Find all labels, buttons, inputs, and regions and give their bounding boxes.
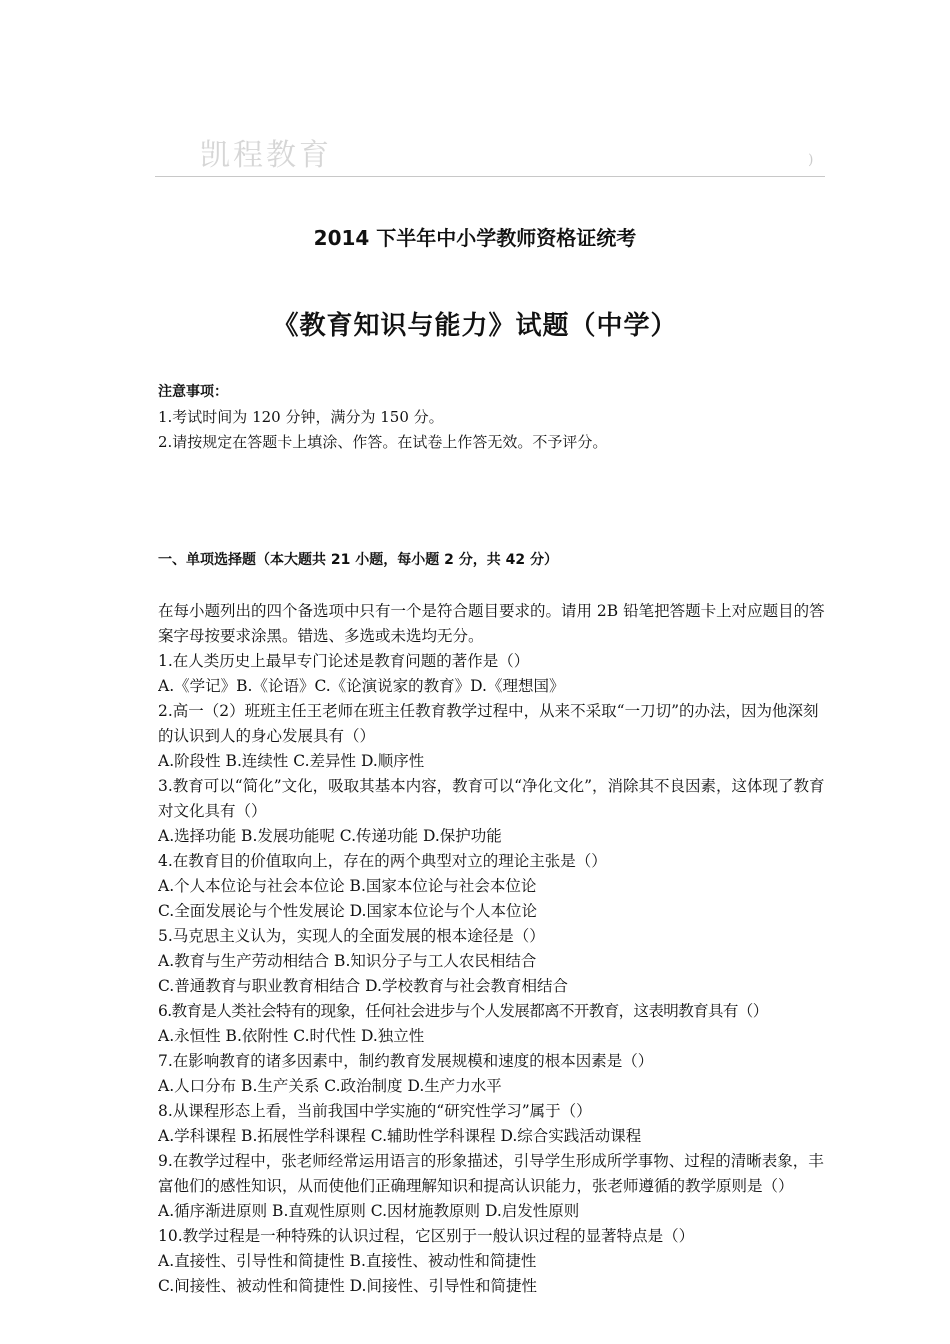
question-options: A.循序渐进原则 B.直观性原则 C.因材施教原则 D.启发性原则 [158, 1202, 580, 1220]
question-options: C.间接性、被动性和简捷性 D.间接性、引导性和简捷性 [158, 1277, 537, 1295]
notice-item: 2.请按规定在答题卡上填涂、作答。在试卷上作答无效。不予评分。 [158, 433, 608, 451]
question-options: C.普通教育与职业教育相结合 D.学校教育与社会教育相结合 [158, 977, 568, 995]
question-stem: 8.从课程形态上看，当前我国中学实施的“研究性学习”属于（） [158, 1102, 592, 1120]
header-mark: ) [808, 152, 814, 168]
paper-title: 《教育知识与能力》试题（中学） [272, 311, 678, 341]
question-options: A.选择功能 B.发展功能呢 C.传递功能 D.保护功能 [158, 827, 502, 845]
question-options: A.人口分布 B.生产关系 C.政治制度 D.生产力水平 [158, 1077, 502, 1095]
question-stem: 2.高一（2）班班主任王老师在班主任教育教学过程中，从来不采取“一刀切”的办法，因为他深刻的认识到人的身心发展具有（） [158, 702, 819, 745]
question-stem: 5.马克思主义认为，实现人的全面发展的根本途径是（） [158, 927, 545, 945]
question-options: A.直接性、引导性和简捷性 B.直接性、被动性和简捷性 [158, 1252, 537, 1270]
section-title: 一、单项选择题（本大题共 21 小题，每小题 2 分，共 42 分） [158, 552, 558, 568]
header-logo: 凯程教育 [200, 138, 332, 173]
question-options: A.教育与生产劳动相结合 B.知识分子与工人农民相结合 [158, 952, 537, 970]
exam-title: 2014 下半年中小学教师资格证统考 [313, 226, 637, 250]
question-options: C.全面发展论与个性发展论 D.国家本位论与个人本位论 [158, 902, 537, 920]
question-options: A.个人本位论与社会本位论 B.国家本位论与社会本位论 [158, 877, 537, 895]
question-options: A.阶段性 B.连续性 C.差异性 D.顺序性 [158, 752, 425, 770]
question-stem: 7.在影响教育的诸多因素中，制约教育发展规模和速度的根本因素是（） [158, 1052, 654, 1070]
question-options: A.《学记》B.《论语》C.《论演说家的教育》D.《理想国》 [158, 677, 565, 695]
question-stem: 6.教育是人类社会特有的现象，任何社会进步与个人发展都离不开教育，这表明教育具有（） [158, 1002, 768, 1020]
question-stem: 10.教学过程是一种特殊的认识过程，它区别于一般认识过程的显著特点是（） [158, 1227, 695, 1245]
question-body [158, 599, 828, 1315]
notice-block [158, 380, 828, 455]
question-stem: 1.在人类历史上最早专门论述是教育问题的著作是（） [158, 652, 530, 670]
header-divider [155, 176, 825, 177]
question-options: A.学科课程 B.拓展性学科课程 C.辅助性学科课程 D.综合实践活动课程 [158, 1127, 642, 1145]
question-options: A.永恒性 B.依附性 C.时代性 D.独立性 [158, 1027, 425, 1045]
notice-item: 1.考试时间为 120 分钟，满分为 150 分。 [158, 408, 444, 426]
question-stem: 3.教育可以“简化”文化，吸取其基本内容，教育可以“净化文化”，消除其不良因素，这体现了教育对文化具有（） [158, 777, 825, 820]
question-stem: 9.在教学过程中，张老师经常运用语言的形象描述，引导学生形成所学事物、过程的清晰表象，丰富他们的感性知识，从而使他们正确理解知识和提高认识能力，张老师遵循的教学原则是（） [158, 1152, 824, 1195]
question-stem: 4.在教育目的价值取向上，存在的两个典型对立的理论主张是（） [158, 852, 607, 870]
notice-heading: 注意事项： [158, 384, 228, 400]
instructions: 在每小题列出的四个备选项中只有一个是符合题目要求的。请用 2B 铅笔把答题卡上对应题目的答案字母按要求涂黑。错选、多选或未选均无分。 [158, 602, 825, 645]
